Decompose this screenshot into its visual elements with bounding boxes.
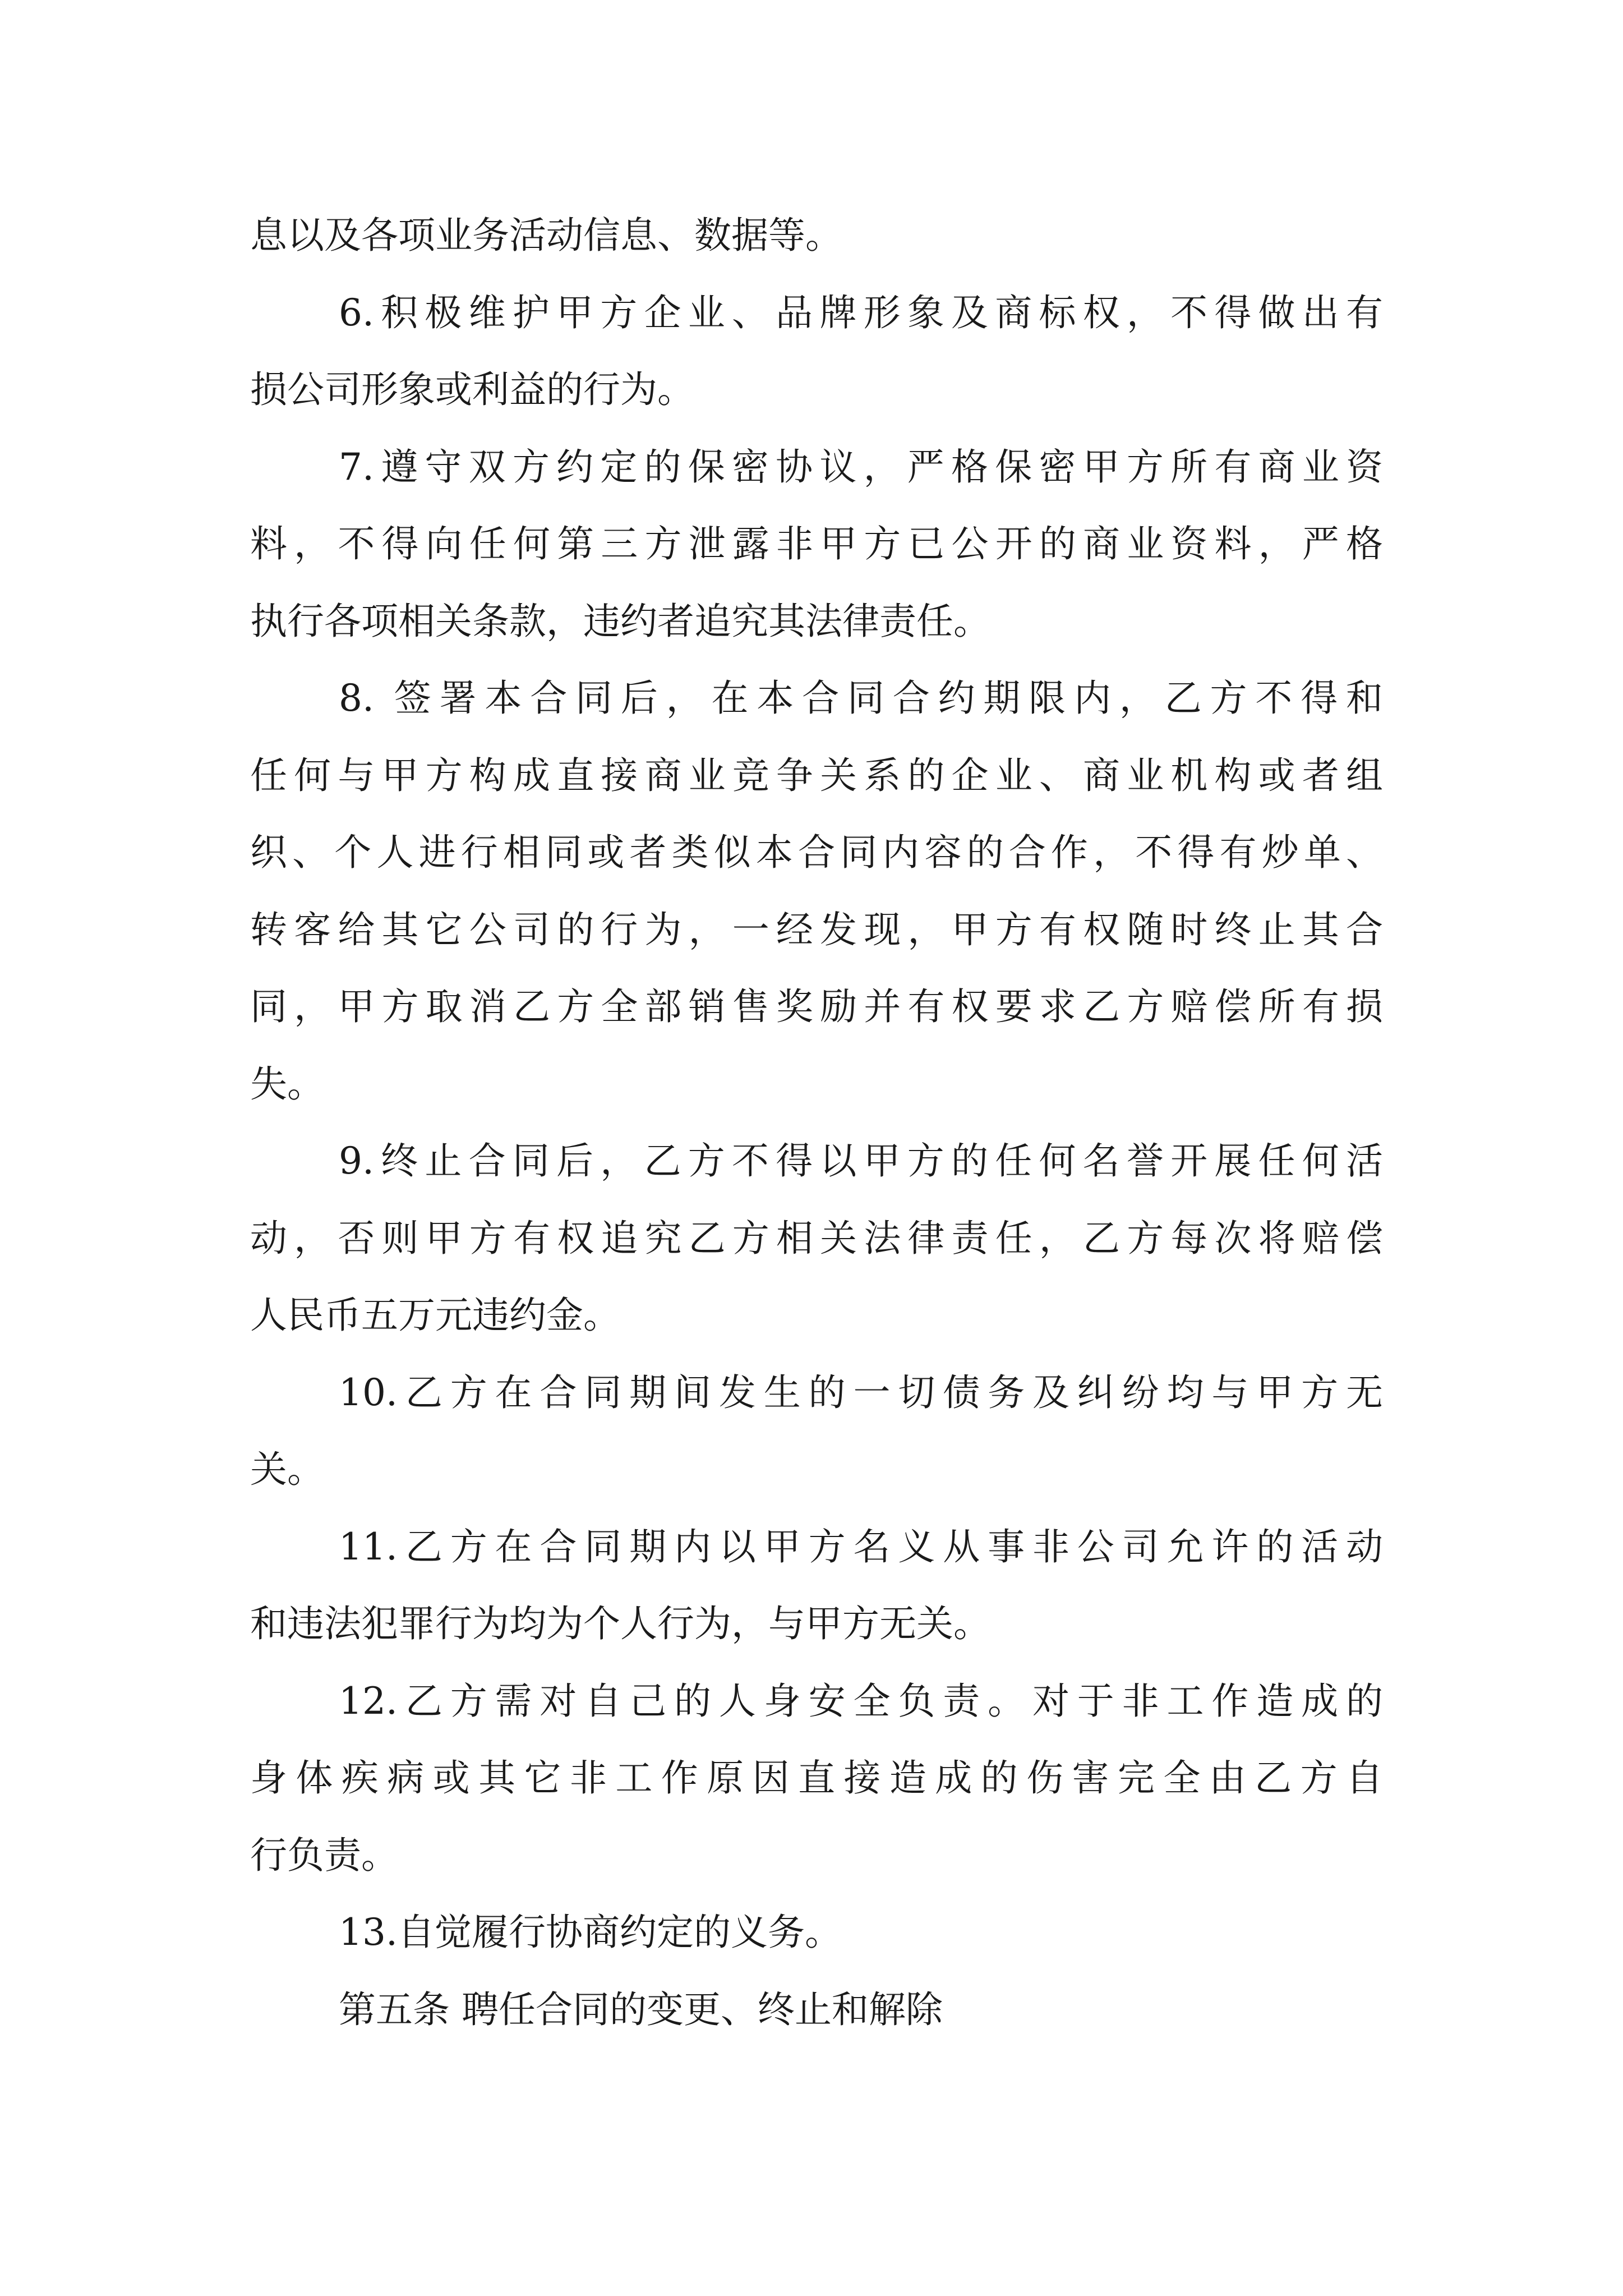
text-line: 损公司形象或利益的行为。: [250, 368, 694, 411]
text-line: 12.乙方需对自己的人身安全负责。对于非工作造成的: [339, 1679, 1383, 1723]
text-line: 13.自觉履行协商约定的义务。: [339, 1911, 842, 1954]
text-line: 料，不得向任何第三方泄露非甲方已公开的商业资料，严格: [250, 522, 1383, 565]
text-line: 10.乙方在合同期间发生的一切债务及纠纷均与甲方无: [339, 1370, 1383, 1414]
text-line: 执行各项相关条款，违约者追究其法律责任。: [250, 599, 990, 643]
paragraph: [250, 197, 1383, 274]
text-line: 失。: [250, 1062, 324, 1106]
paragraph: [250, 660, 1383, 1122]
paragraph: [250, 274, 1383, 429]
text-line: 动，否则甲方有权追究乙方相关法律责任，乙方每次将赔偿: [250, 1216, 1383, 1260]
text-line: 8. 签署本合同后，在本合同合约期限内，乙方不得和: [339, 677, 1383, 720]
text-line: 和违法犯罪行为均为个人行为，与甲方无关。: [250, 1602, 990, 1645]
text-line: 息以及各项业务活动信息、数据等。: [250, 214, 842, 257]
text-line: 6.积极维护甲方企业、品牌形象及商标权，不得做出有: [339, 291, 1383, 334]
document-body: [250, 197, 1383, 2048]
text-line: 9.终止合同后，乙方不得以甲方的任何名誉开展任何活: [339, 1139, 1383, 1182]
text-line: 关。: [250, 1448, 324, 1491]
text-line: 转客给其它公司的行为，一经发现，甲方有权随时终止其合: [250, 908, 1383, 951]
section-heading: [250, 1971, 1383, 2049]
text-line: 织、个人进行相同或者类似本合同内容的合作，不得有炒单、: [250, 831, 1383, 874]
text-line: 身体疾病或其它非工作原因直接造成的伤害完全由乙方自: [250, 1756, 1383, 1800]
text-line: 11.乙方在合同期内以甲方名义从事非公司允许的活动: [339, 1525, 1383, 1568]
paragraph: [250, 1663, 1383, 1894]
text-line: 7.遵守双方约定的保密协议，严格保密甲方所有商业资: [339, 445, 1383, 489]
paragraph: [250, 429, 1383, 660]
text-line: 第五条 聘任合同的变更、终止和解除: [339, 1987, 943, 2031]
text-line: 人民币五万元违约金。: [250, 1294, 620, 1337]
paragraph: [250, 1354, 1383, 1508]
paragraph: [250, 1894, 1383, 1971]
text-line: 行负责。: [250, 1833, 398, 1877]
paragraph: [250, 1508, 1383, 1663]
text-line: 同，甲方取消乙方全部销售奖励并有权要求乙方赔偿所有损: [250, 985, 1383, 1028]
text-line: 任何与甲方构成直接商业竞争关系的企业、商业机构或者组: [250, 753, 1383, 797]
paragraph: [250, 1122, 1383, 1354]
